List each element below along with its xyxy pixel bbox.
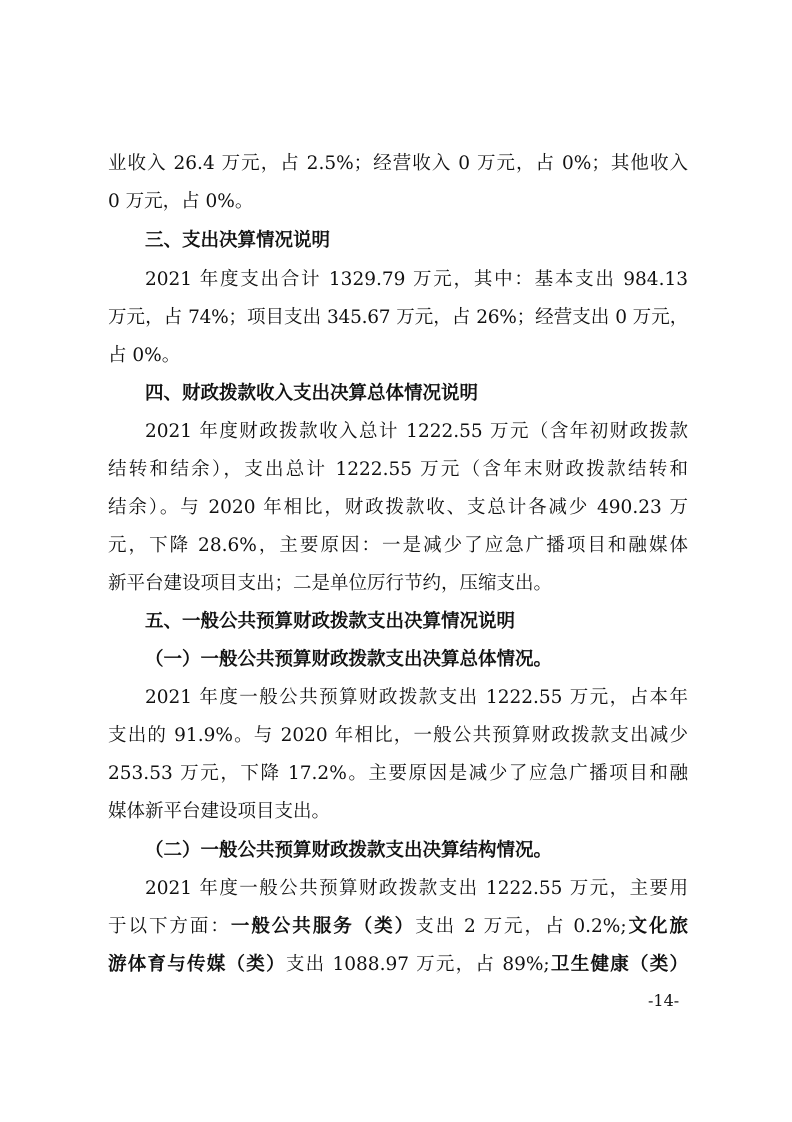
text-line: 媒体新平台建设项目支出。: [108, 801, 331, 822]
subsection-heading: （一）一般公共预算财政拨款支出决算总体情况。: [145, 649, 553, 670]
text-line: 万元，占 74%；项目支出 345.67 万元，占 26%；经营支出 0 万元，: [108, 307, 688, 328]
category-label: 一般公共服务（类）: [230, 916, 416, 937]
text-line: 占 0%。: [108, 345, 181, 366]
text-line: 0 万元，占 0%。: [108, 191, 254, 212]
text-fragment: 支出 2 万元，占 0.2%;: [415, 916, 627, 937]
text-fragment: 于以下方面：: [108, 916, 231, 937]
section-heading: 四、财政拨款收入支出决算总体情况说明: [145, 383, 479, 404]
subsection-heading: （二）一般公共预算财政拨款支出决算结构情况。: [145, 840, 553, 861]
category-label: 文化旅: [626, 916, 688, 937]
text-line: 业收入 26.4 万元，占 2.5%；经营收入 0 万元，占 0%；其他收入: [108, 153, 688, 174]
text-line: 2021 年度一般公共预算财政拨款支出 1222.55 万元，占本年: [145, 687, 688, 708]
category-label: 卫生健康（类）: [549, 954, 688, 975]
text-fragment: 支出 1088.97 万元，占 89%;: [285, 954, 550, 975]
text-line: 新平台建设项目支出；二是单位厉行节约，压缩支出。: [108, 573, 553, 594]
text-line: 结余）。与 2020 年相比，财政拨款收、支总计各减少 490.23 万: [108, 497, 688, 518]
text-line: 结转和结余），支出总计 1222.55 万元（含年末财政拨款结转和: [108, 459, 688, 480]
text-line: [108, 952, 688, 978]
text-line: 2021 年度财政拨款收入总计 1222.55 万元（含年初财政拨款: [145, 421, 688, 442]
text-line: 253.53 万元，下降 17.2%。主要原因是减少了应急广播项目和融: [108, 763, 688, 784]
text-line: 元，下降 28.6%，主要原因：一是减少了应急广播项目和融媒体: [108, 535, 688, 556]
page-number: -14-: [648, 991, 680, 1010]
section-heading: 三、支出决算情况说明: [145, 230, 331, 251]
category-label: 游体育与传媒（类）: [108, 954, 286, 975]
text-line: 2021 年度支出合计 1329.79 万元，其中：基本支出 984.13: [145, 269, 688, 290]
section-heading: 五、一般公共预算财政拨款支出决算情况说明: [145, 611, 516, 632]
text-line: [108, 914, 688, 940]
text-line: 支出的 91.9%。与 2020 年相比，一般公共预算财政拨款支出减少: [108, 725, 688, 746]
text-line: 2021 年度一般公共预算财政拨款支出 1222.55 万元，主要用: [145, 878, 688, 899]
